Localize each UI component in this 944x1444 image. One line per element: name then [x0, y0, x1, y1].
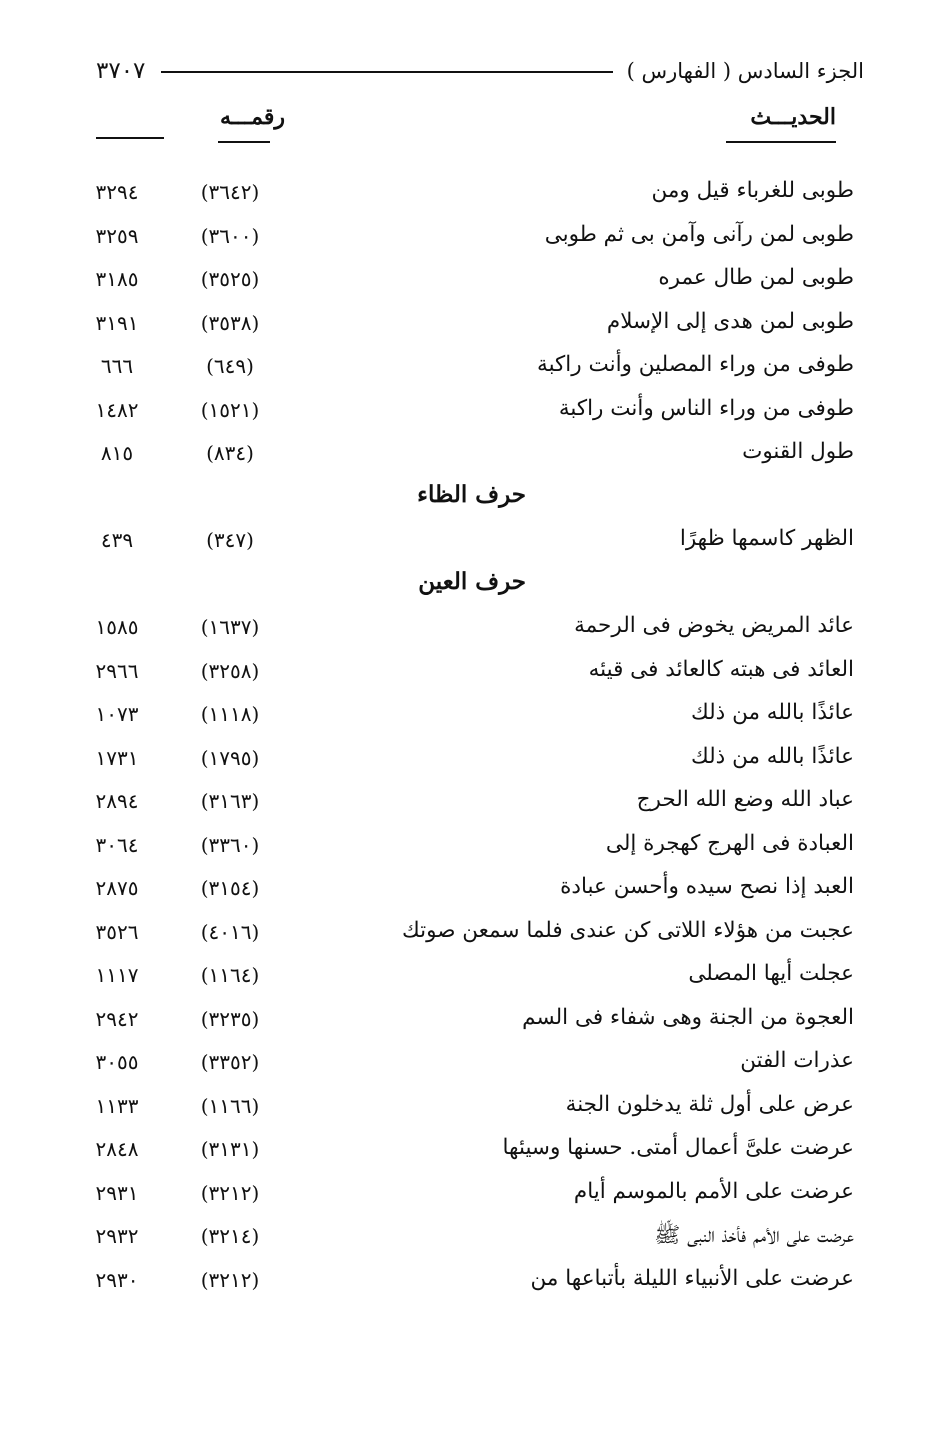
page-reference: ١١١٧ — [95, 963, 139, 987]
hadith-text: العائد فى هبته كالعائد فى قيئه — [588, 656, 854, 682]
index-row — [0, 216, 944, 260]
page-reference: ٣٥٢٦ — [95, 919, 139, 944]
index-row — [0, 738, 944, 782]
page-number: ٣٧٠٧ — [96, 58, 146, 84]
index-row — [0, 346, 944, 390]
page-reference: ٢٨٩٤ — [95, 789, 139, 813]
index-row — [0, 607, 944, 651]
hadith-text: طوبى للغرباء قيل ومن — [651, 178, 854, 203]
hadith-number: (١٥٢١) — [200, 397, 260, 422]
hadith-text: عرضت على الأمم فأخذ النبى ﷺ — [654, 1223, 854, 1248]
index-row — [0, 172, 944, 216]
hadith-number: (٣١٥٤) — [200, 876, 260, 900]
hadith-number: (٣٦٠٠) — [200, 223, 260, 248]
hadith-number: (٣١٦٣) — [200, 789, 260, 813]
index-row — [0, 1173, 944, 1217]
page-reference: ٨١٥ — [100, 441, 134, 465]
index-list — [0, 172, 944, 1303]
section-heading-text: حرف الظاء — [417, 480, 526, 508]
hadith-text: طوبى لمن هدى إلى الإسلام — [606, 308, 854, 334]
page-reference: ١١٣٣ — [95, 1093, 139, 1118]
hadith-text: العجوة من الجنة وهى شفاء فى السم — [522, 1004, 854, 1030]
hadith-number: (٦٤٩) — [206, 354, 254, 378]
hadith-text: عائذًا بالله من ذلك — [691, 700, 854, 725]
hadith-number: (١٦٣٧) — [200, 615, 260, 639]
hadith-text: طوبى لمن طال عمره — [658, 265, 854, 290]
page-reference: ٣٠٦٤ — [95, 832, 139, 857]
hadith-text: العبد إذا نصح سيده وأحسن عبادة — [560, 874, 854, 899]
hadith-text: عباد الله وضع الله الحرج — [636, 787, 854, 812]
hadith-number: (٤٠١٦) — [200, 919, 260, 944]
hadith-number: (٣٢١٢) — [200, 1267, 260, 1292]
hadith-text: العبادة فى الهرج كهجرة إلى — [605, 830, 854, 856]
hadith-text: الظهر كاسمها ظهرًا — [679, 526, 854, 551]
hadith-text: طوفى من وراء الناس وأنت راكبة — [558, 395, 854, 421]
page-reference: ١٥٨٥ — [95, 615, 139, 639]
hadith-text: عجلت أيها المصلى — [688, 961, 854, 986]
hadith-text: عرض على أول ثلة يدخلون الجنة — [565, 1091, 854, 1117]
hadith-text: طوفى من وراء المصلين وأنت راكبة — [537, 352, 854, 377]
hadith-text: طول القنوت — [742, 439, 854, 464]
page-reference: ٢٩٣٠ — [95, 1267, 139, 1292]
page-reference: ٣٢٥٩ — [95, 223, 139, 248]
hadith-number: (٨٣٤) — [206, 441, 254, 465]
hadith-text: عجبت من هؤلاء اللاتى كن عندى فلما سمعن صوتك — [402, 917, 854, 943]
column-underline-page — [96, 137, 164, 139]
page-reference: ١٧٣١ — [95, 745, 139, 770]
hadith-number: (١١٦٤) — [200, 963, 260, 987]
hadith-text: عرضت على الأنبياء الليلة بأتباعها من — [530, 1265, 854, 1291]
index-row — [0, 868, 944, 912]
hadith-text: عرضت على الأمم بالموسم أيام — [573, 1178, 854, 1204]
hadith-number: (١١١٨) — [200, 702, 260, 726]
hadith-number: (٣٢١٤) — [200, 1224, 260, 1248]
section-heading-text: حرف العين — [418, 567, 526, 595]
hadith-number: (٣٤٧) — [206, 528, 254, 552]
page-reference: ٢٨٧٥ — [95, 876, 139, 900]
page-reference: ٢٩٦٦ — [95, 658, 139, 683]
running-title: الجزء السادس ( الفهارس ) — [626, 59, 864, 83]
page-reference: ٣١٩١ — [95, 310, 139, 335]
index-row — [0, 912, 944, 956]
hadith-number: (٣٢١٢) — [200, 1180, 260, 1205]
page-reference: ٣٠٥٥ — [95, 1050, 139, 1074]
hadith-number: (٣٣٦٠) — [200, 832, 260, 857]
index-row — [0, 1260, 944, 1304]
page-reference: ٤٣٩ — [100, 528, 134, 552]
column-header-hadith: الحديـــث — [750, 104, 836, 130]
section-heading — [0, 564, 944, 608]
hadith-number: (٣٢٥٨) — [200, 658, 260, 683]
index-row — [0, 825, 944, 869]
index-row — [0, 651, 944, 695]
page-reference: ٢٨٤٨ — [95, 1137, 139, 1161]
hadith-text: طوبى لمن رآنى وآمن بى ثم طوبى — [544, 221, 854, 247]
page-reference: ٣٢٩٤ — [95, 180, 139, 204]
index-row — [0, 259, 944, 303]
hadith-number: (٣٦٤٢) — [200, 180, 260, 204]
index-row — [0, 955, 944, 999]
hadith-text: عائد المريض يخوض فى الرحمة — [574, 613, 854, 638]
hadith-number: (٣١٣١) — [200, 1137, 260, 1161]
page-reference: ٣١٨٥ — [95, 267, 139, 291]
index-row — [0, 433, 944, 477]
header-rule — [161, 71, 612, 73]
page-reference: ١٤٨٢ — [95, 397, 139, 422]
index-row — [0, 694, 944, 738]
running-header — [96, 54, 864, 88]
hadith-number: (٣٢٣٥) — [200, 1006, 260, 1031]
page-reference: ٢٩٣١ — [95, 1180, 139, 1205]
hadith-text: عائذًا بالله من ذلك — [691, 743, 854, 769]
index-row — [0, 1129, 944, 1173]
index-row — [0, 1042, 944, 1086]
index-row — [0, 1086, 944, 1130]
hadith-number: (٣٥٣٨) — [200, 310, 260, 335]
hadith-text: عرضت علىَّ أعمال أمتى. حسنها وسيئها — [502, 1135, 854, 1160]
index-row — [0, 390, 944, 434]
hadith-number: (٣٥٢٥) — [200, 267, 260, 291]
page-reference: ٦٦٦ — [100, 354, 134, 378]
index-row — [0, 999, 944, 1043]
hadith-number: (١٧٩٥) — [200, 745, 260, 770]
column-header-number: رقمـــه — [220, 104, 285, 130]
hadith-number: (١١٦٦) — [200, 1093, 260, 1118]
hadith-text: عذرات الفتن — [740, 1048, 854, 1073]
page-reference: ٢٩٣٢ — [95, 1224, 139, 1248]
index-row — [0, 303, 944, 347]
index-row — [0, 781, 944, 825]
page-reference: ١٠٧٣ — [95, 702, 139, 726]
index-row — [0, 1216, 944, 1260]
hadith-number: (٣٣٥٢) — [200, 1050, 260, 1074]
index-row — [0, 520, 944, 564]
section-heading — [0, 477, 944, 521]
page-reference: ٢٩٤٢ — [95, 1006, 139, 1031]
